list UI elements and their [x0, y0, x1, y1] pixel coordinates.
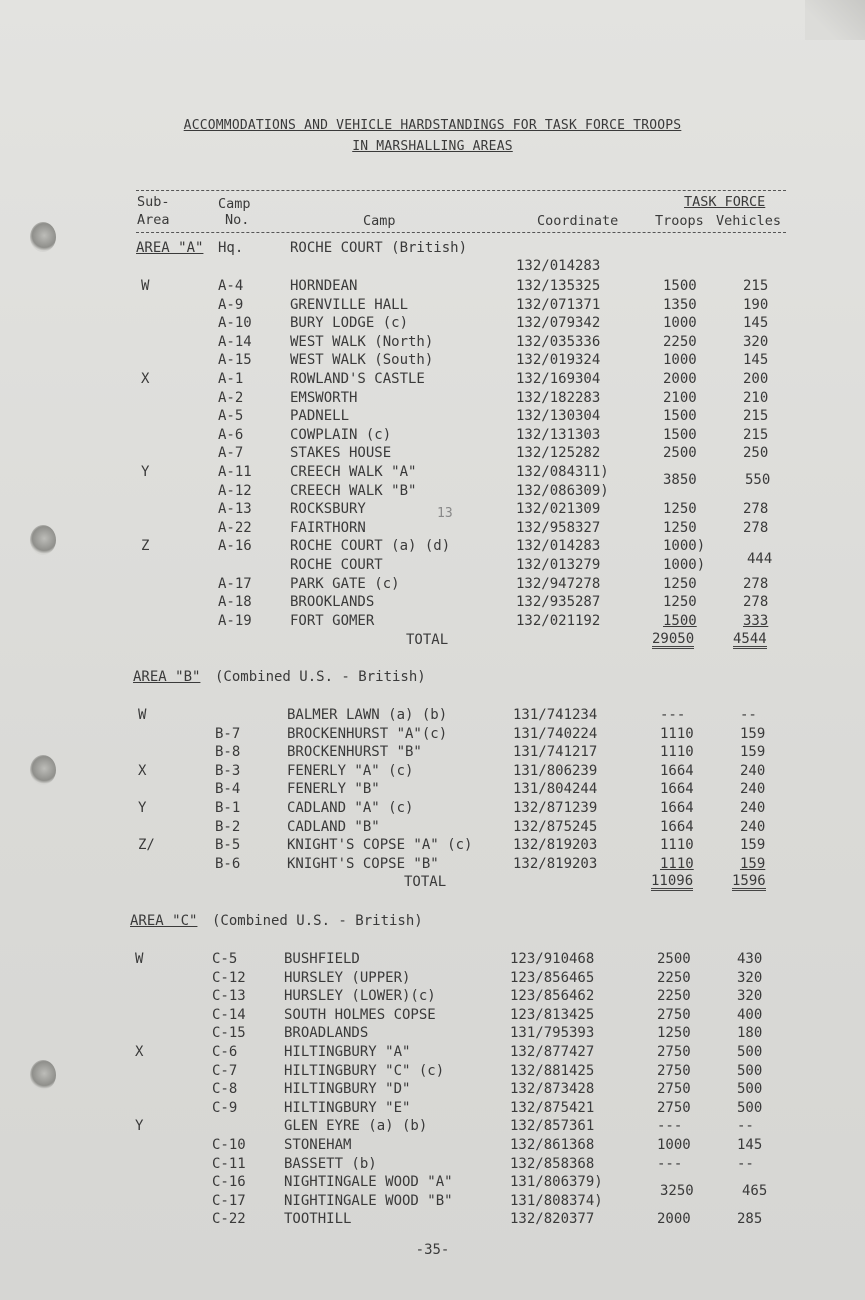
vehicles-cell: 400: [737, 1006, 763, 1023]
vehicles-cell: 278: [743, 519, 769, 536]
vehicles-cell: 159: [740, 725, 766, 742]
coordinate-cell: 132/169304: [516, 371, 601, 387]
troops-cell: 1350: [663, 296, 697, 313]
table-row: [0, 855, 862, 873]
troops-cell: ---: [657, 1155, 683, 1172]
header-coordinate: Coordinate: [537, 213, 619, 229]
coordinate-cell: 132/135325: [516, 278, 601, 294]
camp-no-cell: C-7: [212, 1062, 238, 1079]
coordinate-cell: 132/131303: [516, 426, 601, 443]
sub-area-cell: Y: [135, 1118, 144, 1135]
troops-cell: 1250: [663, 575, 697, 592]
table-row: [0, 743, 862, 761]
table-row: [0, 314, 865, 332]
vehicles-cell: 145: [737, 1137, 763, 1153]
vehicles-cell: 215: [743, 278, 769, 294]
coordinate-cell: 132/875421: [510, 1099, 595, 1116]
vehicles-cell: 500: [737, 1081, 763, 1098]
coordinate-cell: 132/881425: [510, 1062, 595, 1079]
creech-walk-vehicles: 550: [745, 472, 771, 488]
camp-no-cell: B-8: [215, 744, 241, 761]
coordinate-cell: 123/910468: [510, 951, 595, 967]
vehicles-cell: 190: [743, 296, 769, 313]
camp-name-cell: CREECH WALK "A": [290, 464, 417, 480]
camp-no-cell: C-6: [212, 1044, 238, 1060]
camp-name-cell: HORNDEAN: [290, 278, 358, 294]
header-camp: Camp: [363, 213, 396, 229]
troops-cell: 2000: [663, 371, 697, 387]
area-b-total-label: TOTAL: [404, 874, 447, 890]
area-a-total-troops: 29050: [652, 631, 695, 647]
coordinate-cell: 132/021309: [516, 501, 601, 518]
camp-name-cell: BALMER LAWN (a) (b): [287, 707, 448, 723]
vehicles-cell: 145: [743, 352, 769, 369]
troops-cell: ---: [657, 1118, 683, 1135]
coordinate-cell: 132/071371: [516, 296, 601, 313]
troops-cell: 1000: [663, 352, 697, 369]
table-row: [0, 987, 859, 1005]
camp-no-cell: A-10: [218, 315, 252, 332]
page-subtitle: IN MARSHALLING AREAS: [352, 139, 513, 154]
camp-no-cell: A-15: [218, 352, 252, 369]
area-b-description: (Combined U.S. - British): [215, 669, 426, 685]
troops-cell: 1250: [657, 1025, 691, 1042]
coordinate-cell: 132/021192: [516, 612, 601, 629]
camp-no-cell: A-14: [218, 333, 252, 350]
vehicles-cell: 430: [737, 951, 763, 967]
table-row: [0, 444, 865, 462]
sub-area-cell: Y: [138, 800, 147, 816]
sub-area-cell: Z: [141, 538, 150, 555]
roche-court-vehicles: 444: [747, 551, 773, 567]
header-task-force: TASK FORCE: [684, 194, 766, 210]
camp-name-cell: HURSLEY (UPPER): [284, 969, 411, 986]
camp-name-cell: WEST WALK (South): [290, 352, 434, 369]
coordinate-cell: 132/873428: [510, 1081, 595, 1098]
troops-cell: 2500: [657, 951, 691, 967]
camp-name-cell: HURSLEY (LOWER)(c): [284, 988, 436, 1005]
coordinate-cell: 132/877427: [510, 1044, 595, 1060]
camp-no-cell: A-12: [218, 482, 252, 499]
camp-no-cell: A-7: [218, 445, 244, 462]
vehicles-cell: --: [737, 1155, 754, 1172]
troops-cell: 2750: [657, 1044, 691, 1060]
troops-cell: 1664: [660, 781, 694, 798]
coordinate-cell: 132/182283: [516, 389, 601, 406]
sub-area-cell: Z/: [138, 837, 155, 854]
troops-cell: 1500: [663, 612, 697, 629]
troops-cell: 1110: [660, 725, 694, 742]
area-a-total-label: TOTAL: [406, 632, 449, 648]
camp-no-cell: C-22: [212, 1211, 246, 1228]
vehicles-cell: --: [737, 1118, 754, 1135]
camp-no-cell: C-14: [212, 1006, 246, 1023]
vehicles-cell: 210: [743, 389, 769, 406]
camp-name-cell: BASSETT (b): [284, 1155, 377, 1172]
creech-walk-troops: 3850: [663, 472, 697, 488]
table-row: [0, 426, 865, 444]
troops-cell: 1500: [663, 408, 697, 425]
troops-cell: 1664: [660, 818, 694, 835]
table-row: [0, 706, 862, 724]
camp-name-cell: TOOTHILL: [284, 1211, 352, 1228]
nightingale-wood-troops: 3250: [660, 1183, 694, 1199]
camp-no-cell: A-1: [218, 371, 244, 387]
vehicles-cell: 145: [743, 315, 769, 332]
vehicles-cell: 500: [737, 1062, 763, 1079]
troops-cell: 2750: [657, 1099, 691, 1116]
table-row: [0, 1099, 859, 1117]
troops-cell: 2250: [657, 969, 691, 986]
camp-no-cell: A-18: [218, 594, 252, 611]
coordinate-cell: 131/808374): [510, 1192, 603, 1209]
troops-cell: 1250: [663, 519, 697, 536]
header-bottom-rule: [136, 232, 786, 233]
table-row: [0, 818, 862, 836]
vehicles-cell: 285: [737, 1211, 763, 1228]
coordinate-cell: 131/806239: [513, 762, 598, 779]
table-row: [0, 612, 865, 630]
vehicles-cell: 500: [737, 1099, 763, 1116]
camp-name-cell: WEST WALK (North): [290, 333, 434, 350]
camp-name-cell: COWPLAIN (c): [290, 426, 392, 443]
sub-area-cell: W: [138, 707, 147, 723]
table-top-rule: [136, 190, 786, 191]
table-row: [0, 780, 862, 798]
coordinate-cell: 132/857361: [510, 1118, 595, 1135]
camp-no-cell: A-17: [218, 575, 252, 592]
camp-name-cell: ROCKSBURY: [290, 501, 366, 518]
vehicles-cell: 320: [737, 988, 763, 1005]
area-a-total-vehicles: 4544: [733, 631, 767, 647]
coordinate-cell: 132/858368: [510, 1155, 595, 1172]
table-row: [0, 1062, 859, 1080]
camp-name-cell: KNIGHT'S COPSE "A" (c): [287, 837, 473, 854]
camp-name-cell: GLEN EYRE (a) (b): [284, 1118, 428, 1135]
coordinate-cell: 132/819203: [513, 855, 598, 872]
troops-cell: 2500: [663, 445, 697, 462]
table-row: [0, 799, 862, 817]
vehicles-cell: 240: [740, 818, 766, 835]
troops-cell: 1500: [663, 426, 697, 443]
troops-cell: 1250: [663, 594, 697, 611]
coordinate-cell: 132/875245: [513, 818, 598, 835]
camp-name-cell: FAIRTHORN: [290, 519, 366, 536]
coordinate-cell: 132/130304: [516, 408, 601, 425]
camp-no-cell: C-10: [212, 1137, 246, 1153]
table-row: [0, 296, 865, 314]
table-row: [0, 969, 859, 987]
camp-no-cell: C-17: [212, 1192, 246, 1209]
vehicles-cell: 159: [740, 744, 766, 761]
vehicles-cell: 240: [740, 762, 766, 779]
table-row: [0, 463, 865, 481]
vehicles-cell: 320: [743, 333, 769, 350]
table-row: [0, 482, 865, 500]
vehicles-cell: 200: [743, 371, 769, 387]
page-number: -35-: [415, 1242, 450, 1258]
vehicles-cell: --: [740, 707, 757, 723]
table-row: [0, 519, 865, 537]
table-row: [0, 333, 865, 351]
sub-area-cell: W: [135, 951, 144, 967]
header-camp-no-1: Camp: [218, 196, 251, 212]
camp-no-cell: C-16: [212, 1174, 246, 1191]
camp-no-cell: B-4: [215, 781, 241, 798]
camp-name-cell: BROCKENHURST "B": [287, 744, 422, 761]
punch-hole-1: [30, 222, 56, 252]
camp-name-cell: CADLAND "B": [287, 818, 380, 835]
camp-no-cell: B-6: [215, 855, 241, 872]
troops-cell: 1000: [657, 1137, 691, 1153]
camp-name-cell: BUSHFIELD: [284, 951, 360, 967]
camp-no-cell: C-13: [212, 988, 246, 1005]
table-row: [0, 500, 865, 518]
vehicles-cell: 240: [740, 781, 766, 798]
camp-name-cell: SOUTH HOLMES COPSE: [284, 1006, 436, 1023]
camp-no-cell: A-5: [218, 408, 244, 425]
coordinate-cell: 131/740224: [513, 725, 598, 742]
vehicles-cell: 240: [740, 800, 766, 816]
sub-area-cell: W: [141, 278, 150, 294]
camp-name-cell: HILTINGBURY "D": [284, 1081, 411, 1098]
table-row: [0, 725, 862, 743]
camp-name-cell: BURY LODGE (c): [290, 315, 409, 332]
area-b-label: AREA "B": [133, 669, 201, 685]
troops-cell: 1664: [660, 762, 694, 779]
page-title: ACCOMMODATIONS AND VEHICLE HARDSTANDINGS FOR TASK FORCE TROOPS: [183, 118, 682, 133]
coordinate-cell: 132/819203: [513, 837, 598, 854]
troops-cell: 1110: [660, 837, 694, 854]
camp-no-cell: A-6: [218, 426, 244, 443]
area-a-label: AREA "A": [136, 240, 204, 256]
troops-cell: 1110: [660, 855, 694, 872]
camp-name-cell: HILTINGBURY "C" (c): [284, 1062, 445, 1079]
troops-cell: 1000): [663, 557, 706, 573]
vehicles-cell: 159: [740, 855, 766, 872]
troops-cell: 2100: [663, 389, 697, 406]
table-row: [0, 556, 865, 574]
troops-cell: 2750: [657, 1062, 691, 1079]
troops-cell: ---: [660, 707, 686, 723]
table-row: [0, 1155, 859, 1173]
sub-area-cell: X: [135, 1044, 144, 1060]
camp-name-cell: FENERLY "B": [287, 781, 380, 798]
table-row: [0, 277, 865, 295]
coordinate-cell: 132/014283: [516, 538, 601, 555]
troops-cell: 2000: [657, 1211, 691, 1228]
camp-no-cell: B-7: [215, 725, 241, 742]
area-c-description: (Combined U.S. - British): [212, 913, 423, 929]
camp-name-cell: BROOKLANDS: [290, 594, 375, 611]
camp-name-cell: STONEHAM: [284, 1137, 352, 1153]
camp-no-cell: C-15: [212, 1025, 246, 1042]
coordinate-cell: 132/958327: [516, 519, 601, 536]
troops-cell: 2250: [657, 988, 691, 1005]
coordinate-cell: 132/935287: [516, 594, 601, 611]
camp-no-cell: C-8: [212, 1081, 238, 1098]
camp-no-cell: A-4: [218, 278, 244, 294]
header-troops: Troops: [655, 213, 704, 229]
troops-cell: 2750: [657, 1081, 691, 1098]
coordinate-cell: 132/947278: [516, 575, 601, 592]
vehicles-cell: 215: [743, 408, 769, 425]
area-c-label: AREA "C": [130, 913, 198, 929]
table-row: [0, 950, 859, 968]
camp-name-cell: FENERLY "A" (c): [287, 762, 414, 779]
stray-mark: 13: [437, 506, 453, 521]
table-row: [0, 1080, 859, 1098]
troops-cell: 1110: [660, 744, 694, 761]
table-row: [0, 1210, 859, 1228]
area-a-hq-no: Hq.: [218, 240, 244, 256]
table-row: [0, 389, 865, 407]
vehicles-cell: 278: [743, 501, 769, 518]
coordinate-cell: 123/856462: [510, 988, 595, 1005]
troops-cell: 2750: [657, 1006, 691, 1023]
vehicles-cell: 215: [743, 426, 769, 443]
camp-name-cell: NIGHTINGALE WOOD "A": [284, 1174, 453, 1191]
camp-name-cell: FORT GOMER: [290, 612, 375, 629]
vehicles-cell: 278: [743, 575, 769, 592]
camp-name-cell: HILTINGBURY "A": [284, 1044, 411, 1060]
troops-cell: 1000): [663, 538, 706, 555]
coordinate-cell: 131/741217: [513, 744, 598, 761]
table-row: [0, 762, 862, 780]
vehicles-cell: 278: [743, 594, 769, 611]
camp-no-cell: A-13: [218, 501, 252, 518]
coordinate-cell: 132/079342: [516, 315, 601, 332]
nightingale-wood-vehicles: 465: [742, 1183, 768, 1199]
table-row: [0, 1192, 859, 1210]
camp-name-cell: BROCKENHURST "A"(c): [287, 725, 448, 742]
coordinate-cell: 132/019324: [516, 352, 601, 369]
vehicles-cell: 180: [737, 1025, 763, 1042]
troops-cell: 1664: [660, 800, 694, 816]
vehicles-cell: 250: [743, 445, 769, 462]
camp-name-cell: ROCHE COURT (a) (d): [290, 538, 451, 555]
vehicles-cell: 333: [743, 612, 769, 629]
camp-no-cell: C-5: [212, 951, 238, 967]
coordinate-cell: 132/013279: [516, 557, 601, 573]
camp-no-cell: A-16: [218, 538, 252, 555]
camp-name-cell: HILTINGBURY "E": [284, 1099, 411, 1116]
camp-no-cell: A-19: [218, 612, 252, 629]
camp-no-cell: B-5: [215, 837, 241, 854]
camp-name-cell: NIGHTINGALE WOOD "B": [284, 1192, 453, 1209]
table-row: [0, 1006, 859, 1024]
vehicles-cell: 159: [740, 837, 766, 854]
coordinate-cell: 131/806379): [510, 1174, 603, 1191]
coordinate-cell: 132/086309): [516, 482, 609, 499]
camp-name-cell: PADNELL: [290, 408, 350, 425]
camp-no-cell: C-11: [212, 1155, 246, 1172]
coordinate-cell: 132/084311): [516, 464, 609, 480]
camp-no-cell: C-12: [212, 969, 246, 986]
table-row: [0, 593, 865, 611]
area-a-hq-coordinate: 132/014283: [516, 258, 601, 274]
table-row: [0, 1173, 859, 1191]
camp-name-cell: PARK GATE (c): [290, 575, 400, 592]
camp-name-cell: BROADLANDS: [284, 1025, 369, 1042]
coordinate-cell: 132/125282: [516, 445, 601, 462]
header-area: Area: [137, 212, 170, 228]
header-sub: Sub-: [137, 194, 170, 210]
camp-name-cell: CADLAND "A" (c): [287, 800, 414, 816]
table-row: [0, 351, 865, 369]
camp-name-cell: STAKES HOUSE: [290, 445, 392, 462]
table-row: [0, 370, 865, 388]
table-row: [0, 575, 865, 593]
camp-no-cell: B-2: [215, 818, 241, 835]
table-row: [0, 1024, 859, 1042]
area-b-total-vehicles: 1596: [732, 873, 766, 889]
sub-area-cell: X: [141, 371, 150, 387]
coordinate-cell: 132/035336: [516, 333, 601, 350]
camp-no-cell: A-2: [218, 389, 244, 406]
page-corner-fold: [805, 0, 865, 40]
table-row: [0, 836, 862, 854]
camp-name-cell: CREECH WALK "B": [290, 482, 417, 499]
troops-cell: 1000: [663, 315, 697, 332]
coordinate-cell: 131/804244: [513, 781, 598, 798]
troops-cell: 1500: [663, 278, 697, 294]
coordinate-cell: 131/741234: [513, 707, 598, 723]
table-row: [0, 1136, 859, 1154]
header-vehicles: Vehicles: [716, 213, 782, 229]
camp-name-cell: ROWLAND'S CASTLE: [290, 371, 425, 387]
header-camp-no-2: No.: [225, 212, 250, 228]
coordinate-cell: 132/861368: [510, 1137, 595, 1153]
camp-no-cell: B-1: [215, 800, 241, 816]
camp-no-cell: C-9: [212, 1099, 238, 1116]
camp-name-cell: KNIGHT'S COPSE "B": [287, 855, 439, 872]
troops-cell: 1250: [663, 501, 697, 518]
table-row: [0, 1043, 859, 1061]
camp-name-cell: EMSWORTH: [290, 389, 358, 406]
area-a-hq-camp: ROCHE COURT (British): [290, 240, 468, 256]
coordinate-cell: 132/871239: [513, 800, 598, 816]
area-b-total-troops: 11096: [651, 873, 694, 889]
sub-area-cell: Y: [141, 464, 150, 480]
camp-no-cell: A-22: [218, 519, 252, 536]
table-row: [0, 537, 865, 555]
camp-no-cell: A-9: [218, 296, 244, 313]
coordinate-cell: 131/795393: [510, 1025, 595, 1042]
sub-area-cell: X: [138, 762, 147, 779]
table-row: [0, 407, 865, 425]
camp-name-cell: GRENVILLE HALL: [290, 296, 409, 313]
vehicles-cell: 320: [737, 969, 763, 986]
table-row: [0, 1117, 859, 1135]
camp-no-cell: B-3: [215, 762, 241, 779]
camp-name-cell: ROCHE COURT: [290, 557, 383, 573]
troops-cell: 2250: [663, 333, 697, 350]
coordinate-cell: 123/856465: [510, 969, 595, 986]
vehicles-cell: 500: [737, 1044, 763, 1060]
coordinate-cell: 132/820377: [510, 1211, 595, 1228]
coordinate-cell: 123/813425: [510, 1006, 595, 1023]
camp-no-cell: A-11: [218, 464, 252, 480]
